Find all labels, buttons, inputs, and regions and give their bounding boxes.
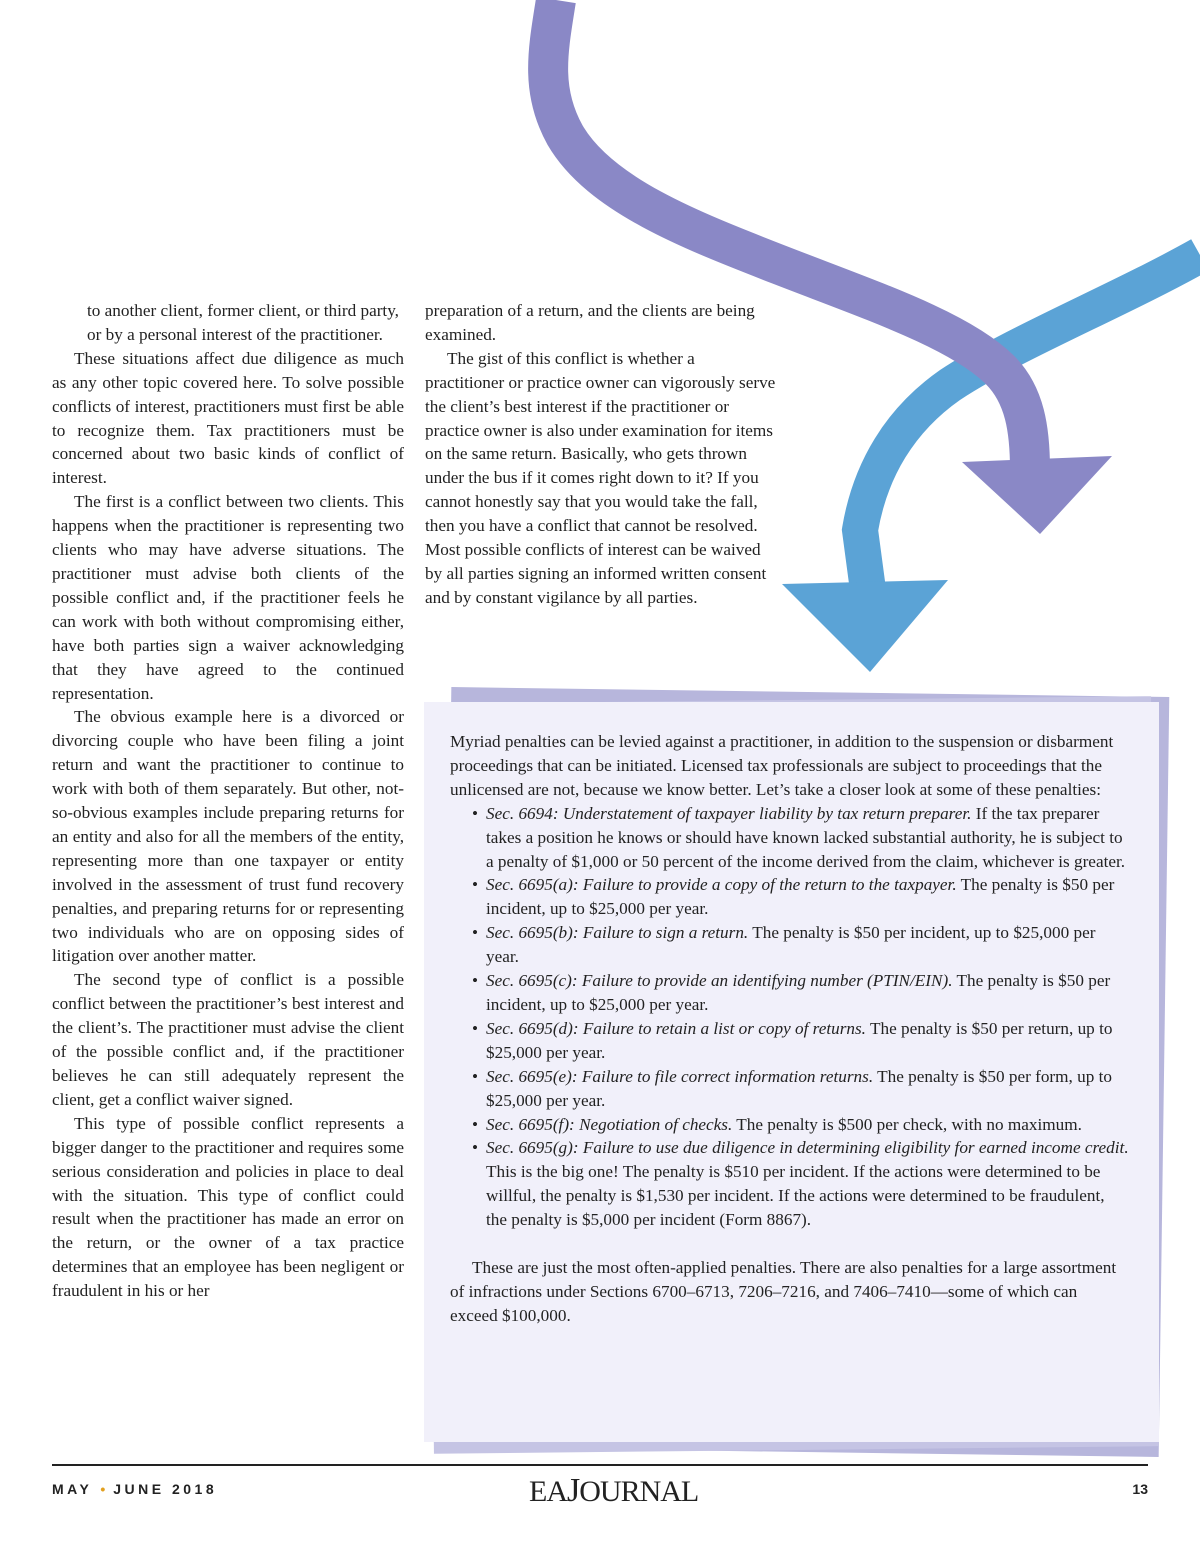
penalty-title: Sec. 6695(c): Failure to provide an identifying number (PTIN/EIN).	[486, 971, 953, 991]
penalty-text: The penalty is $50 per form, up to $25,000 per year.	[486, 1066, 1112, 1110]
sidebar-intro: Myriad penalties can be levied against a practitioner, in addition to the suspension or disbarment proceedings that can be initiated. Licensed tax professionals are subject to proceedings that the unlicensed are not, because we know better. Let’s take a closer look at some of these penalties:	[450, 732, 1114, 799]
column1-continuation: to another client, former client, or third party, or by a personal interest of the practitioner.	[87, 301, 399, 344]
column1-paragraph: These situations affect due diligence as much as any other topic covered here. To solve possible conflicts of interest, practitioners must first be able to recognize them. Tax practitioners must be concerned about two basic kinds of conflict of interest.	[52, 348, 404, 488]
penalty-text: If the tax preparer takes a position he knows or should have known lacked substantial authority, he is subject to a penalty of $1,000 or 50 percent of the income derived from the claim, whichever is greater.	[486, 803, 1126, 871]
penalty-text: This is the big one! The penalty is $510 per incident. If the actions were determined to be willful, the penalty is $1,530 per incident. If the actions were determined to be fraudulent, the penalty is $5,000 per incident (Form 8867).	[486, 1162, 1105, 1230]
issue-month-2: JUNE 2018	[113, 1481, 218, 1497]
bullet: •	[472, 803, 479, 823]
penalty-text: The penalty is $500 per check, with no maximum.	[732, 1114, 1082, 1134]
penalty-text: The penalty is $50 per return, up to $25,000 per year.	[486, 1018, 1113, 1062]
issue-date	[52, 1481, 217, 1509]
penalty-title: Sec. 6695(f): Negotiation of checks.	[486, 1114, 733, 1134]
footer-rule	[52, 1464, 1148, 1466]
blue-arrow-head	[782, 580, 948, 672]
article-column-1	[52, 299, 404, 1303]
column1-paragraph: The second type of conflict is a possible conflict between the practitioner’s best interest and the client’s. The practitioner must advise the client of the possible conflict and, if the practitioner believes he can still adequately represent the client, get a conflict waiver signed.	[52, 970, 404, 1109]
issue-month-1: MAY	[52, 1481, 93, 1497]
footer-dot: •	[100, 1481, 106, 1497]
bullet: •	[472, 1066, 479, 1086]
logo-ea: EA	[529, 1475, 567, 1508]
sidebar-closing: These are just the most often-applied penalties. There are also penalties for a large assortment of infractions under Sections 6700–6713, 7206–7216, and 7406–7410—some of which can exceed $100,000.	[450, 1258, 1117, 1325]
page-number: 13	[1132, 1481, 1148, 1497]
bullet: •	[472, 971, 479, 991]
article-column-2	[425, 299, 777, 610]
bullet: •	[472, 923, 479, 943]
column1-paragraph: The obvious example here is a divorced or divorcing couple who have been filing a joint return and want the practitioner to continue to work with both of them separately. But other, not-so-obvious examples include preparing returns for an entity and also for all the members of the entity, representing more than one taxpayer or entity involved in the assessment of trust fund recovery penalties, and preparing returns for or representing two individuals who are on opposing sides of litigation over another matter.	[52, 707, 404, 966]
column1-paragraph: The first is a conflict between two clients. This happens when the practitioner is representing two clients who may have adverse situations. The practitioner must advise both clients of the possible conflict and, if the practitioner feels he can work with both without compromising either, have both parties sign a waiver acknowledging that they have agreed to the continued representation.	[52, 492, 404, 703]
penalty-text: The penalty is $50 per incident, up to $25,000 per year.	[486, 971, 1111, 1014]
penalty-title: Sec. 6695(b): Failure to sign a return.	[486, 923, 749, 943]
list-item	[450, 1113, 1129, 1137]
list-item	[450, 1017, 1129, 1065]
bullet: •	[472, 1138, 479, 1158]
logo-rest: OURNAL	[579, 1475, 699, 1508]
column2-continuation: preparation of a return, and the clients are being examined.	[425, 301, 755, 344]
penalty-text: The penalty is $50 per incident, up to $25,000 per year.	[486, 923, 1096, 967]
list-item	[450, 969, 1129, 1017]
penalty-title: Sec. 6694: Understatement of taxpayer liability by tax return preparer.	[486, 803, 972, 823]
column1-paragraph: This type of possible conflict represents a bigger danger to the practitioner and requires some serious consideration and policies in place to deal with the situation. This type of conflict could result when the practitioner has made an error on the return, or the owner of a tax practice determines that an employee has been negligent or fraudulent in his or her	[52, 1113, 404, 1301]
column2-paragraph: The gist of this conflict is whether a practitioner or practice owner can vigorously serve the client’s best interest if the practitioner or practice owner is also under examination for items on the same return. Basically, who gets thrown under the bus if it comes right down to it? If you cannot honestly say that you would take the fall, then you have a conflict that cannot be resolved. Most possible conflicts of interest can be waived by all parties signing an informed written consent and by constant vigilance by all parties.	[425, 348, 776, 607]
penalty-title: Sec. 6695(e): Failure to file correct information returns.	[486, 1066, 874, 1086]
penalty-text: The penalty is $50 per incident, up to $25,000 per year.	[486, 875, 1115, 919]
penalties-list	[450, 802, 1129, 1232]
purple-arrow-head	[962, 456, 1112, 534]
logo-j: J	[567, 1472, 580, 1509]
penalty-title: Sec. 6695(d): Failure to retain a list or copy of returns.	[486, 1018, 866, 1038]
bullet: •	[472, 875, 479, 895]
list-item	[450, 1136, 1129, 1232]
list-item	[450, 1065, 1129, 1113]
journal-logo	[529, 1472, 699, 1509]
penalties-sidebar	[424, 702, 1159, 1442]
list-item	[450, 921, 1129, 969]
list-item	[450, 802, 1129, 874]
bullet: •	[472, 1114, 479, 1134]
penalty-title: Sec. 6695(a): Failure to provide a copy of the return to the taxpayer.	[486, 875, 957, 895]
list-item	[450, 873, 1129, 921]
bullet: •	[472, 1018, 479, 1038]
penalty-title: Sec. 6695(g): Failure to use due diligence in determining eligibility for earned income credit.	[486, 1138, 1129, 1158]
